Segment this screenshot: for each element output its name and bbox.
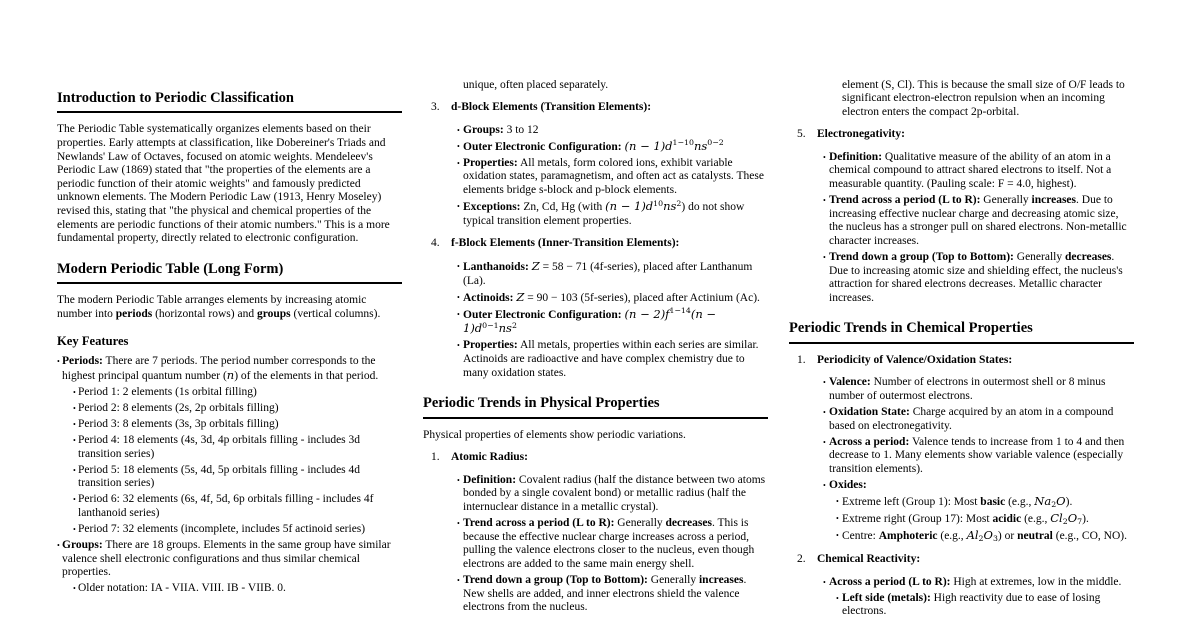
text-segment: ).	[1082, 513, 1089, 526]
text-segment: Trend across a period (L to R):	[463, 517, 615, 530]
bullet-item	[789, 251, 1134, 305]
text-segment: = 58 − 71 (4f-series), placed after Lanthanum (La).	[463, 260, 753, 287]
text-segment: Number of electrons in outermost shell or 8 minus number of outermost electrons.	[829, 376, 1106, 402]
text-segment: Z	[516, 289, 525, 304]
text-segment: (n − 1)d	[624, 138, 673, 153]
text-segment: Extreme right (Group 17): Most	[842, 513, 993, 526]
text-segment: 10	[653, 198, 664, 208]
bullet-item	[57, 418, 402, 432]
section-heading: Periodic Trends in Physical Properties	[423, 395, 768, 418]
bullet-marker: •	[457, 475, 460, 485]
text-segment: periods	[115, 307, 153, 320]
paragraph	[57, 123, 402, 245]
text-segment: Period 2: 8 elements (2s, 2p orbitals filling)	[78, 401, 279, 414]
text-segment: Outer Electronic Configuration:	[463, 308, 622, 321]
paragraph	[57, 294, 402, 321]
text-segment: 7	[1077, 517, 1083, 527]
text-segment: Na	[1034, 494, 1052, 509]
text-segment: neutral	[1017, 530, 1053, 543]
text-segment: Lanthanoids:	[463, 260, 529, 273]
text-segment: There are 7 periods. The period number corresponds to the highest principal quantum number (	[62, 355, 376, 382]
bullet-marker: •	[836, 593, 839, 603]
text-segment: O	[1067, 511, 1078, 526]
section-heading: Modern Periodic Table (Long Form)	[57, 261, 402, 284]
text-segment: (n − 1)d	[463, 306, 717, 336]
text-segment: (n − 2)f	[624, 306, 670, 321]
text-segment: (e.g., CO, NO).	[1052, 530, 1127, 543]
text-segment: Valence:	[829, 376, 871, 389]
bullet-item	[789, 529, 1134, 544]
bullet-marker: •	[457, 158, 460, 168]
bullet-item	[57, 402, 402, 416]
text-segment: Trend across a period (L to R):	[829, 194, 981, 207]
text-segment: d-Block Elements (Transition Elements):	[451, 101, 652, 114]
text-segment: Generally	[980, 194, 1032, 207]
text-segment: Electronegativity:	[817, 128, 905, 141]
text-segment: ).	[1065, 496, 1073, 509]
text-segment: 0−2	[707, 138, 724, 148]
text-segment: . Due to increasing atomic size and shielding effect, the nucleus's attraction for shared electrons decreases. Metallic character increases.	[829, 251, 1123, 304]
item-number: 1.	[797, 353, 806, 366]
column-3	[789, 0, 1134, 626]
bullet-marker: •	[823, 481, 826, 491]
text-segment: Physical properties of elements show periodic variations.	[423, 428, 686, 441]
text-segment: Amphoteric	[878, 530, 938, 543]
text-segment: Left side (metals):	[842, 591, 931, 604]
bullet-item	[57, 386, 402, 400]
bullet-item	[789, 479, 1134, 493]
bullet-marker: •	[823, 408, 826, 418]
bullet-marker: •	[457, 519, 460, 529]
text-segment: Period 6: 32 elements (6s, 4f, 5d, 6p orbitals filling - includes 4f lanthanoid series)	[78, 493, 374, 519]
bullet-item	[423, 124, 768, 138]
bullet-marker: •	[457, 292, 460, 302]
text-segment: ) of the elements in that period.	[234, 369, 379, 382]
bullet-marker: •	[73, 495, 76, 505]
text-segment: All metals, form colored ions, exhibit variable oxidation states, paramagnetism, and often act as catalysts. These elements bridge s-block and p-block elements.	[463, 156, 764, 197]
text-segment: 1−14	[669, 306, 691, 316]
bullet-marker: •	[457, 309, 460, 319]
text-segment: element (S, Cl). This is because the small size of O/F leads to significant electron-electron repulsion when an incoming electron enters the compact 2p-orbital.	[842, 78, 1125, 118]
bullet-marker: •	[73, 465, 76, 475]
bullet-item	[57, 355, 402, 383]
bullet-item	[789, 495, 1134, 510]
text-segment: groups	[256, 307, 291, 320]
text-segment: Period 1: 2 elements (1s orbital filling)	[78, 385, 257, 398]
bullet-marker: •	[823, 437, 826, 447]
text-segment: Outer Electronic Configuration:	[463, 140, 622, 153]
bullet-marker: •	[823, 253, 826, 263]
text-segment: Cl	[1050, 511, 1063, 526]
text-segment: Definition:	[829, 150, 883, 163]
bullet-marker: •	[457, 341, 460, 351]
text-segment: 3	[992, 534, 998, 544]
text-segment: The modern Periodic Table arranges elements by increasing atomic number into	[57, 294, 367, 320]
text-segment: Period 4: 18 elements (4s, 3d, 4p orbitals filling - includes 3d transition series)	[78, 434, 361, 460]
bullet-item	[789, 194, 1134, 248]
bullet-marker: •	[457, 202, 460, 212]
bullet-item	[57, 539, 402, 580]
numbered-item	[423, 101, 768, 115]
bullet-marker: •	[836, 531, 839, 541]
text-segment: Generally	[1013, 251, 1065, 264]
text-segment: Groups:	[463, 123, 504, 136]
bullet-item	[423, 308, 768, 337]
bullet-item	[789, 406, 1134, 433]
text-segment: High reactivity due to ease of losing electrons.	[842, 591, 1101, 618]
item-number: 3.	[431, 101, 440, 114]
text-segment: 2	[1062, 517, 1068, 527]
bullet-item	[57, 464, 402, 491]
text-segment: basic	[980, 496, 1006, 509]
bullet-marker: •	[73, 525, 76, 535]
bullet-item	[57, 582, 402, 596]
text-segment: ns	[663, 199, 677, 214]
bullet-marker: •	[836, 497, 839, 507]
column-1	[57, 0, 402, 626]
bullet-item	[423, 140, 768, 155]
bullet-item	[789, 151, 1134, 192]
paragraph	[423, 429, 768, 443]
bullet-marker: •	[57, 541, 60, 551]
section-heading: Periodic Trends in Chemical Properties	[789, 320, 1134, 343]
text-segment: Zn, Cd, Hg (with	[520, 201, 606, 214]
text-segment: Properties:	[463, 339, 518, 352]
text-segment: 0−1	[482, 320, 499, 330]
numbered-item	[789, 128, 1134, 142]
bullet-item	[789, 576, 1134, 590]
text-segment: Atomic Radius:	[451, 451, 528, 464]
bullet-item	[789, 376, 1134, 403]
text-segment: O	[1056, 494, 1066, 509]
text-segment: Centre:	[842, 530, 879, 543]
bullet-item	[423, 339, 768, 380]
text-segment: (n − 1)d	[605, 199, 654, 214]
numbered-item	[789, 553, 1134, 567]
bullet-marker: •	[73, 584, 76, 594]
text-segment: 2	[978, 534, 984, 544]
numbered-item	[789, 354, 1134, 368]
text-segment: (e.g.,	[937, 530, 967, 543]
text-segment: Extreme left (Group 1): Most	[842, 496, 981, 509]
text-segment: Z	[531, 258, 540, 273]
continuation-line	[789, 79, 1134, 120]
bullet-marker: •	[73, 403, 76, 413]
column-2	[423, 0, 768, 626]
bullet-marker: •	[73, 419, 76, 429]
text-segment: Older notation: IA - VIIA. VIII. IB - VIIB. 0.	[78, 582, 286, 595]
text-segment: Periods:	[62, 355, 103, 368]
section-heading: Introduction to Periodic Classification	[57, 90, 402, 113]
text-segment: (horizontal rows) and	[152, 307, 257, 320]
text-segment: Qualitative measure of the ability of an atom in a chemical compound to attract shared electrons to itself. Not a measurable quantity. (Pauling scale: F = 4.0, highest).	[829, 150, 1112, 191]
text-segment: Periodicity of Valence/Oxidation States:	[817, 353, 1013, 366]
bullet-item	[423, 474, 768, 515]
bullet-marker: •	[823, 152, 826, 162]
bullet-marker: •	[73, 436, 76, 446]
text-segment: increases	[698, 573, 744, 586]
bullet-item	[789, 592, 1134, 619]
text-segment: f-Block Elements (Inner-Transition Elements):	[451, 237, 680, 250]
text-segment: . New shells are added, and inner electrons shield the valence electrons from the nucleus.	[463, 573, 747, 614]
text-segment: Period 5: 18 elements (5s, 4d, 5p orbitals filling - includes 4d transition series)	[78, 463, 361, 490]
text-segment: (e.g.,	[1005, 496, 1035, 509]
bullet-item	[423, 291, 768, 306]
text-segment: Generally	[647, 573, 699, 586]
text-segment: There are 18 groups. Elements in the same group have similar valence shell electronic configurations and thus similar chemical properties.	[62, 539, 391, 579]
text-segment: Period 3: 8 elements (3s, 3p orbitals filling)	[78, 417, 279, 430]
bullet-item	[57, 434, 402, 461]
text-segment: decreases	[1064, 251, 1112, 264]
text-segment: Exceptions:	[463, 201, 521, 214]
text-segment: Across a period:	[829, 435, 910, 448]
text-segment: unique, often placed separately.	[463, 78, 609, 91]
bullet-marker: •	[836, 514, 839, 524]
bullet-item	[423, 574, 768, 615]
text-segment: (e.g.,	[1021, 513, 1051, 526]
item-number: 2.	[797, 552, 806, 565]
text-segment: Valence tends to increase from 1 to 4 and then decrease to 1. Many elements show variable valence (especially transition elements).	[829, 435, 1125, 475]
text-segment: Properties:	[463, 156, 518, 169]
bullet-marker: •	[57, 357, 60, 367]
text-segment: Groups:	[62, 539, 103, 552]
text-segment: Trend down a group (Top to Bottom):	[829, 251, 1014, 264]
text-segment: 2	[1051, 500, 1057, 510]
bullet-item	[57, 523, 402, 537]
item-number: 4.	[431, 237, 440, 250]
text-segment: 2	[676, 198, 682, 208]
text-segment: Definition:	[463, 473, 517, 486]
item-number: 5.	[797, 128, 806, 141]
text-segment: ns	[498, 321, 512, 336]
text-segment: Actinoids:	[463, 291, 514, 304]
item-number: 1.	[431, 451, 440, 464]
text-segment: . This is because the effective nuclear charge increases across a period, pulling the valence electrons closer to the nucleus, even though electrons are added to the same main energy shell.	[463, 517, 755, 570]
bullet-item	[423, 157, 768, 198]
bullet-marker: •	[823, 577, 826, 587]
bullet-item	[789, 436, 1134, 477]
text-segment: 3 to 12	[503, 123, 539, 136]
sub-heading: Key Features	[57, 334, 129, 349]
text-segment: Trend down a group (Top to Bottom):	[463, 573, 648, 586]
text-segment: Across a period (L to R):	[829, 575, 951, 588]
text-segment: Charge acquired by an atom in a compound based on electronegativity.	[829, 406, 1114, 432]
text-segment: ) or	[997, 530, 1018, 543]
bullet-marker: •	[73, 387, 76, 397]
text-segment: 1−10	[672, 138, 694, 148]
text-segment: O	[983, 528, 993, 543]
bullet-marker: •	[457, 575, 460, 585]
text-segment: The Periodic Table systematically organizes elements based on their properties. Early attempts at classification, like Dobereiner's Triads and Newlands' Law of Octaves, focused on atomic weights. Mendeleev's Periodic Law (1869) stated that "the properties of the elements are a periodic function of their atomic weights" and famously predicted unknown elements. The Modern Periodic Law (1913, Henry Moseley) revised this, stating that "the physical and chemical properties of the elements are periodic functions of their atomic numbers." This is a more fundamental property, directly related to electronic configuration.	[57, 123, 390, 245]
text-segment: Chemical Reactivity:	[817, 552, 921, 565]
bullet-marker: •	[457, 125, 460, 135]
text-segment: ns	[693, 138, 708, 153]
text-segment: ) do not show typical transition element properties.	[463, 201, 745, 227]
bullet-item	[423, 200, 768, 228]
text-segment: Period 7: 32 elements (incomplete, includes 5f actinoid series)	[78, 523, 366, 536]
bullet-item	[57, 493, 402, 520]
text-segment: Al	[966, 528, 979, 543]
bullet-marker: •	[823, 378, 826, 388]
text-segment: Oxides:	[829, 479, 867, 492]
bullet-marker: •	[823, 196, 826, 206]
numbered-item	[423, 237, 768, 251]
bullet-item	[789, 512, 1134, 527]
text-segment: decreases	[665, 517, 712, 530]
text-segment: Covalent radius (half the distance between two atoms bonded by a single covalent bond) or metallic radius (half the internuclear distance in a metallic crystal).	[463, 473, 766, 513]
text-segment: 2	[511, 320, 517, 330]
bullet-item	[423, 260, 768, 288]
numbered-item	[423, 451, 768, 465]
continuation-line	[423, 79, 768, 93]
bullet-marker: •	[457, 141, 460, 151]
text-segment: acidic	[992, 513, 1022, 526]
bullet-item	[423, 517, 768, 571]
text-segment: (vertical columns).	[290, 307, 381, 320]
text-segment: increases	[1031, 194, 1077, 207]
text-segment: Oxidation State:	[829, 406, 910, 419]
text-segment: High at extremes, low in the middle.	[950, 575, 1122, 588]
text-segment: n	[226, 367, 235, 382]
bullet-marker: •	[457, 261, 460, 271]
text-segment: Generally	[614, 517, 666, 530]
text-segment: . Due to increasing effective nuclear charge and decreasing atomic size, the nucleus has a stronger pull on shared electrons. Non-metallic character increases.	[829, 194, 1127, 247]
text-segment: = 90 − 103 (5f-series), placed after Actinium (Ac).	[524, 291, 760, 304]
text-segment: All metals, properties within each series are similar. Actinoids are radioactive and have complex chemistry due to many oxidation states.	[463, 339, 759, 379]
